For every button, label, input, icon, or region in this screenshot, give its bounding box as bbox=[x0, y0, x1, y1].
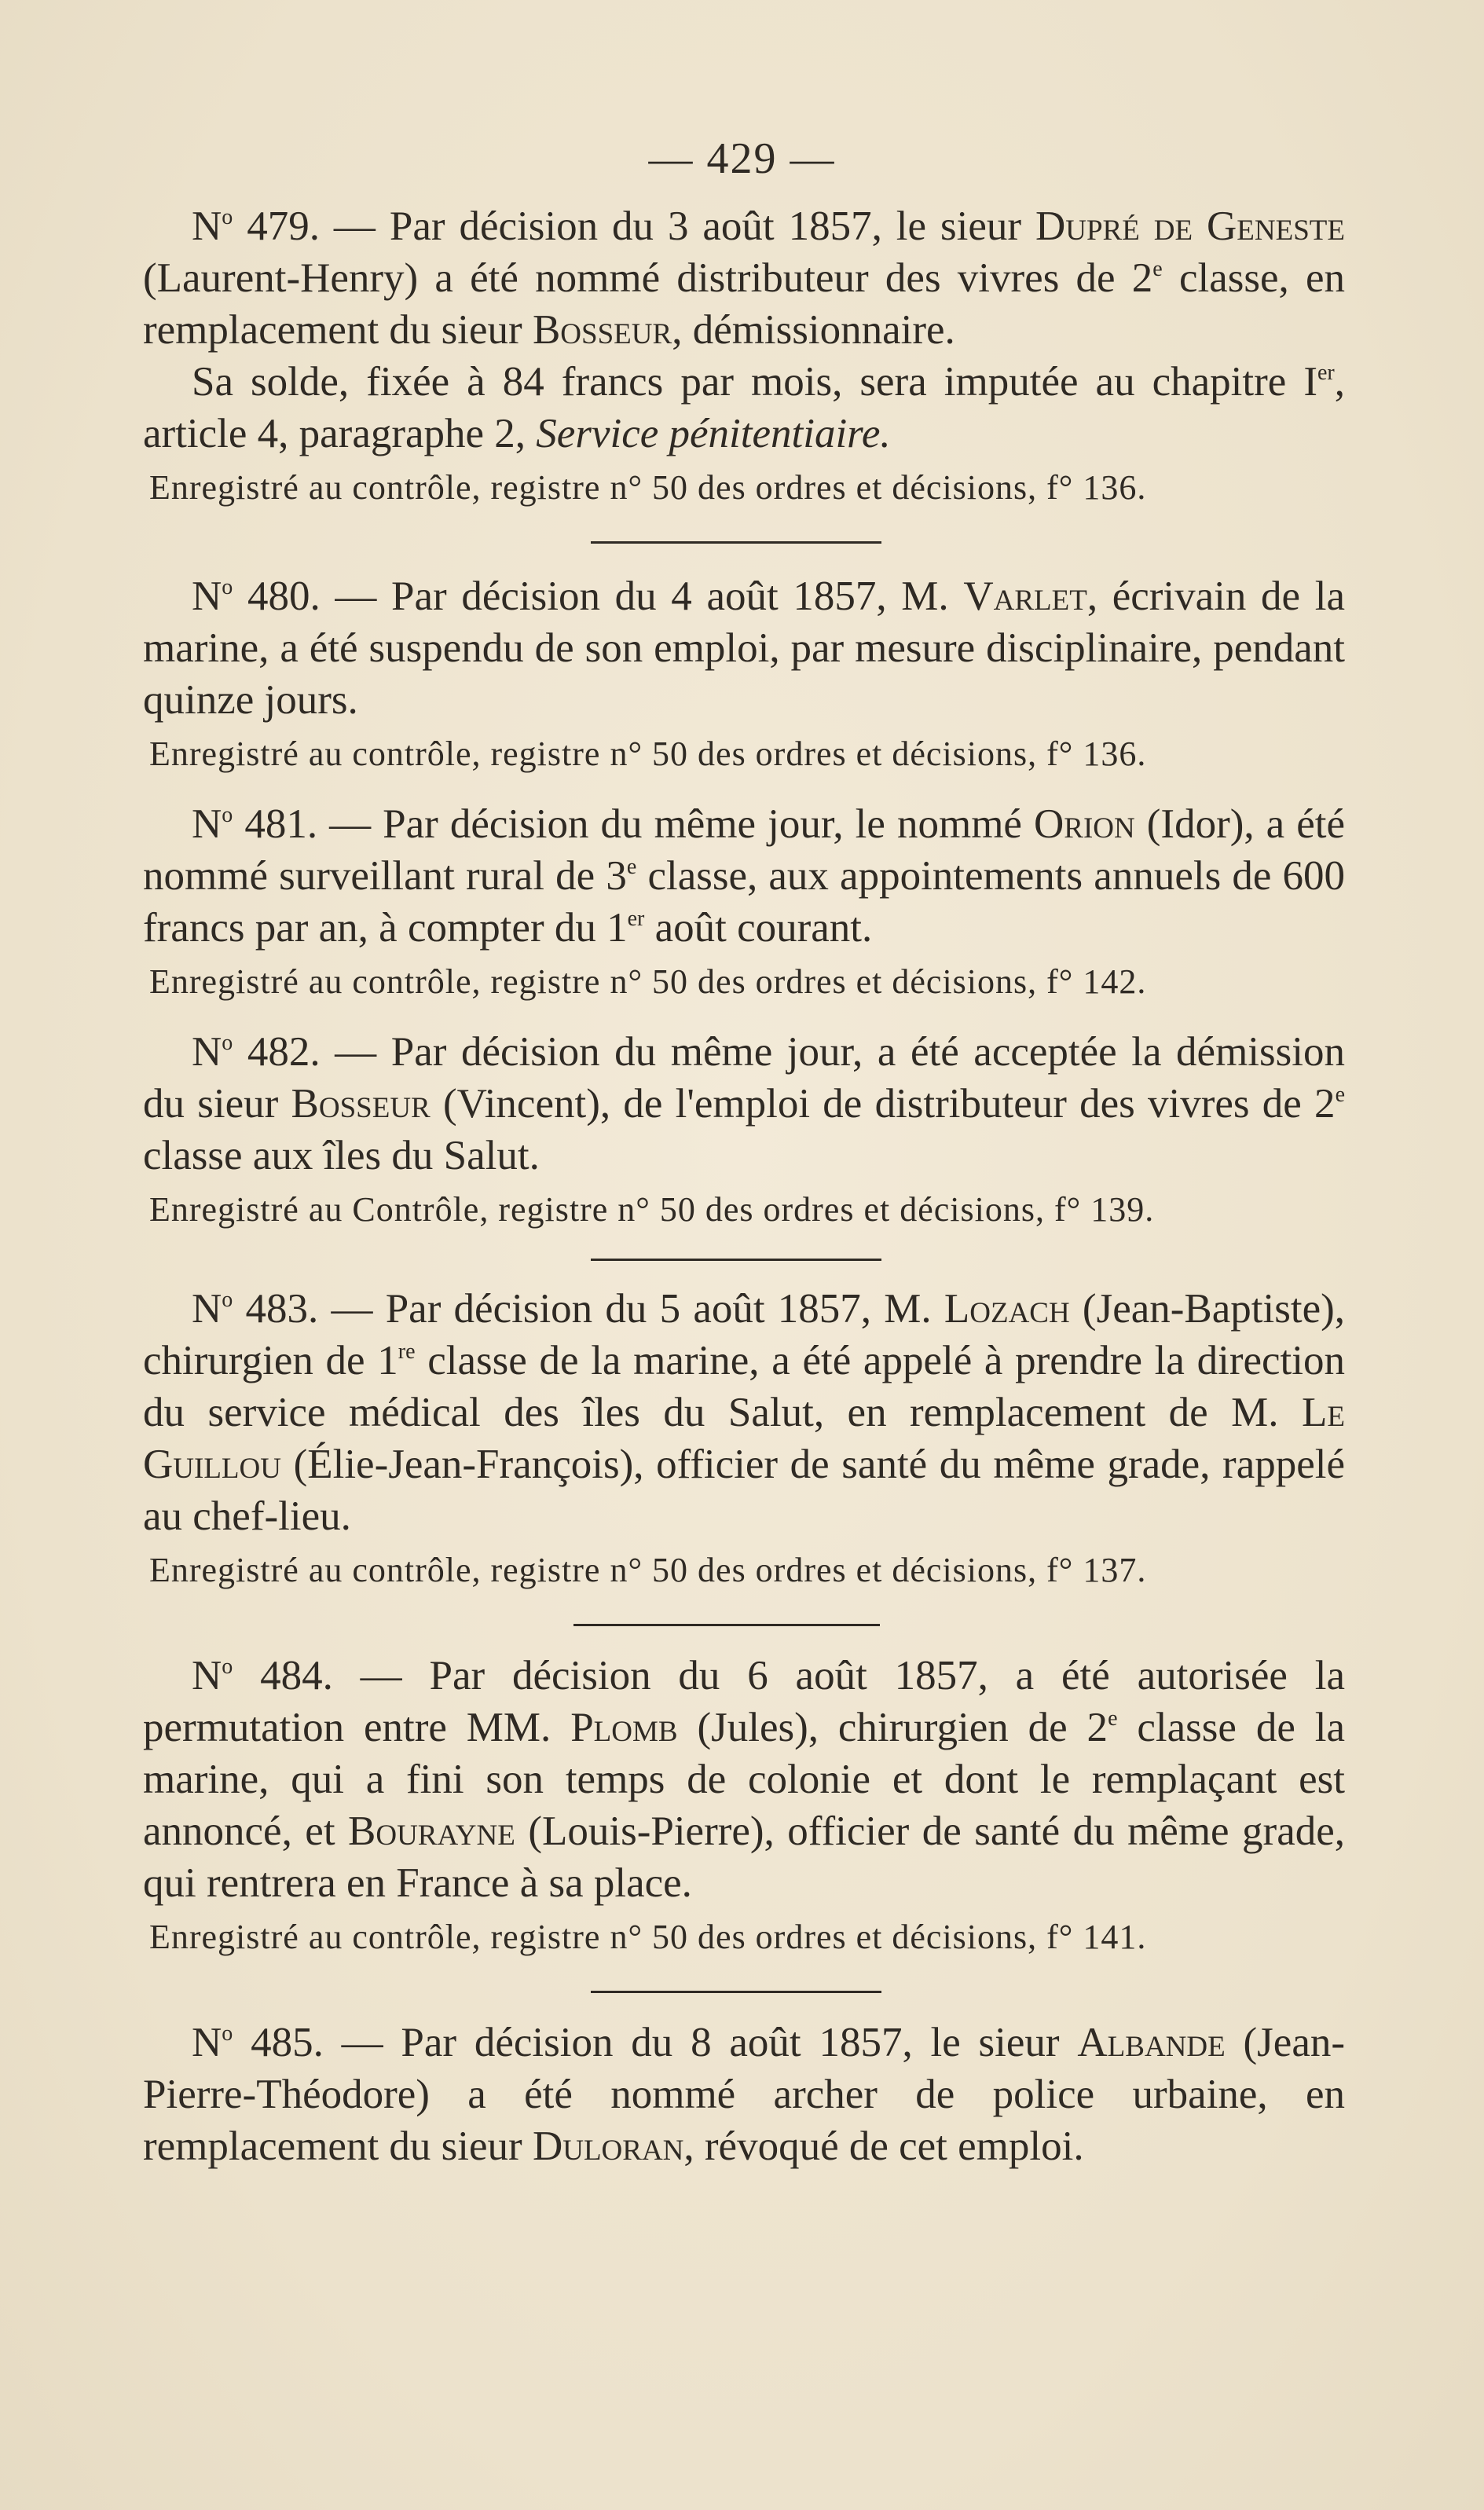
registration-note: Enregistré au contrôle, registre n° 50 des ordres et décisions, f° 136. bbox=[149, 735, 1147, 773]
text-run: , écrivain de la marine, a été suspendu de son emploi, par mesure disciplinaire, pendant quinze jours. bbox=[143, 573, 1345, 723]
registration-note: Enregistré au contrôle, registre n° 50 des ordres et décisions, f° 142. bbox=[149, 962, 1147, 1001]
superscript: e bbox=[626, 855, 637, 879]
text-run: N bbox=[192, 801, 222, 847]
text-run: N bbox=[192, 1653, 222, 1698]
text-run: , démissionnaire. bbox=[672, 307, 955, 353]
superscript: o bbox=[222, 1031, 233, 1055]
person-name: Orion bbox=[1034, 801, 1135, 847]
text-run: N bbox=[192, 1286, 222, 1332]
entry-text bbox=[143, 1650, 1345, 1909]
superscript: o bbox=[222, 205, 233, 229]
superscript: re bbox=[398, 1339, 416, 1364]
person-name: Varlet bbox=[963, 573, 1087, 619]
text-run: classe, en remplacement du sieur bbox=[143, 255, 1345, 353]
superscript: o bbox=[222, 2021, 233, 2046]
person-name: Dupré de Geneste bbox=[1035, 203, 1346, 249]
superscript: o bbox=[222, 1654, 233, 1679]
text-run: (Jean-Baptiste), chirurgien de 1 bbox=[143, 1286, 1345, 1383]
text-run: (Jean-Pierre-Théodore) a été nommé archer de police urbaine, en remplacement du sieur bbox=[143, 2020, 1345, 2169]
entry-480 bbox=[143, 570, 1345, 776]
text-run: classe, aux appointements annuels de 600 francs par an, à compter du 1 bbox=[143, 853, 1346, 951]
entry-479 bbox=[143, 200, 1345, 510]
text-run: Sa solde, fixée à 84 francs par mois, sera imputée au chapitre I bbox=[192, 359, 1317, 405]
text-run: N bbox=[192, 1029, 222, 1075]
person-name: Plomb bbox=[570, 1705, 678, 1750]
italic-text: Service pénitentiaire. bbox=[536, 411, 891, 456]
text-run: (Laurent-Henry) a été nommé distributeur des vivres de 2 bbox=[143, 255, 1153, 301]
text-run: N bbox=[192, 2020, 222, 2065]
superscript: e bbox=[1335, 1083, 1345, 1107]
person-name: Bourayne bbox=[348, 1808, 515, 1854]
text-run: (Élie-Jean-François), officier de santé du même grade, rappelé au chef-lieu. bbox=[143, 1442, 1345, 1539]
text-run: 484. — Par décision du 6 août 1857, a été autorisée la permutation entre MM. bbox=[143, 1653, 1345, 1750]
text-run: (Idor), a été nommé surveillant rural de 3 bbox=[143, 801, 1346, 899]
entry-483 bbox=[143, 1283, 1345, 1592]
superscript: er bbox=[1317, 361, 1335, 385]
superscript: o bbox=[222, 803, 233, 827]
entry-484 bbox=[143, 1650, 1345, 1959]
text-run: (Vincent), de l'emploi de distributeur des vivres de 2 bbox=[430, 1081, 1336, 1127]
separator-rule bbox=[591, 541, 881, 544]
entry-text bbox=[143, 798, 1345, 954]
superscript: o bbox=[222, 1288, 233, 1312]
entry-text bbox=[143, 1026, 1345, 1182]
separator-rule bbox=[591, 1991, 881, 1993]
text-run: 483. — Par décision du 5 août 1857, M. bbox=[233, 1286, 944, 1332]
person-name: Le Guillou bbox=[143, 1390, 1345, 1487]
text-run: 481. — Par décision du même jour, le nommé bbox=[233, 801, 1034, 847]
registration-note: Enregistré au contrôle, registre n° 50 des ordres et décisions, f° 137. bbox=[149, 1551, 1147, 1589]
entry-text-continued bbox=[143, 356, 1345, 460]
entry-482 bbox=[143, 1026, 1345, 1232]
entries-list bbox=[143, 200, 1345, 2172]
person-name: Bosseur bbox=[291, 1081, 431, 1127]
superscript: o bbox=[222, 575, 233, 599]
text-run: classe aux îles du Salut. bbox=[143, 1133, 540, 1178]
text-run: 479. — Par décision du 3 août 1857, le sieur bbox=[233, 203, 1035, 249]
entry-481 bbox=[143, 798, 1345, 1004]
text-run: août courant. bbox=[644, 905, 873, 951]
superscript: e bbox=[1152, 257, 1163, 281]
separator-rule bbox=[573, 1624, 880, 1626]
registration-note: Enregistré au Contrôle, registre n° 50 des ordres et décisions, f° 139. bbox=[149, 1190, 1155, 1229]
entry-text bbox=[143, 1283, 1345, 1542]
text-run: classe de la marine, a été appelé à prendre la direction du service médical des îles du Salut, en remplacement de M. bbox=[143, 1338, 1345, 1435]
text-run: (Louis-Pierre), officier de santé du même grade, qui rentrera en France à sa place. bbox=[143, 1808, 1345, 1906]
person-name: Albande bbox=[1077, 2020, 1226, 2065]
separator-rule bbox=[591, 1259, 881, 1261]
entry-text bbox=[143, 200, 1345, 356]
text-run: 482. — Par décision du même jour, a été acceptée la démission du sieur bbox=[143, 1029, 1345, 1127]
text-run: classe de la marine, qui a fini son temps de colonie et dont le remplaçant est annoncé, et bbox=[143, 1705, 1345, 1854]
registration-note: Enregistré au contrôle, registre n° 50 des ordres et décisions, f° 141. bbox=[149, 1918, 1147, 1956]
superscript: er bbox=[627, 907, 645, 931]
entry-text bbox=[143, 570, 1345, 726]
text-run: N bbox=[192, 203, 222, 249]
text-run: , article 4, paragraphe 2, bbox=[143, 359, 1345, 456]
text-run: 485. — Par décision du 8 août 1857, le sieur bbox=[233, 2020, 1078, 2065]
person-name: Bosseur bbox=[532, 307, 672, 353]
text-run: , révoqué de cet emploi. bbox=[683, 2123, 1084, 2169]
superscript: e bbox=[1108, 1706, 1118, 1731]
text-run: (Jules), chirurgien de 2 bbox=[677, 1705, 1108, 1750]
registration-note: Enregistré au contrôle, registre n° 50 des ordres et décisions, f° 136. bbox=[149, 468, 1147, 507]
person-name: Lozach bbox=[944, 1286, 1070, 1332]
person-name: Duloran bbox=[532, 2123, 684, 2169]
entry-485 bbox=[143, 2017, 1345, 2172]
entry-text bbox=[143, 2017, 1345, 2172]
page-number: — 429 — bbox=[648, 134, 836, 183]
text-run: 480. — Par décision du 4 août 1857, M. bbox=[233, 573, 964, 619]
text-run: N bbox=[192, 573, 222, 619]
